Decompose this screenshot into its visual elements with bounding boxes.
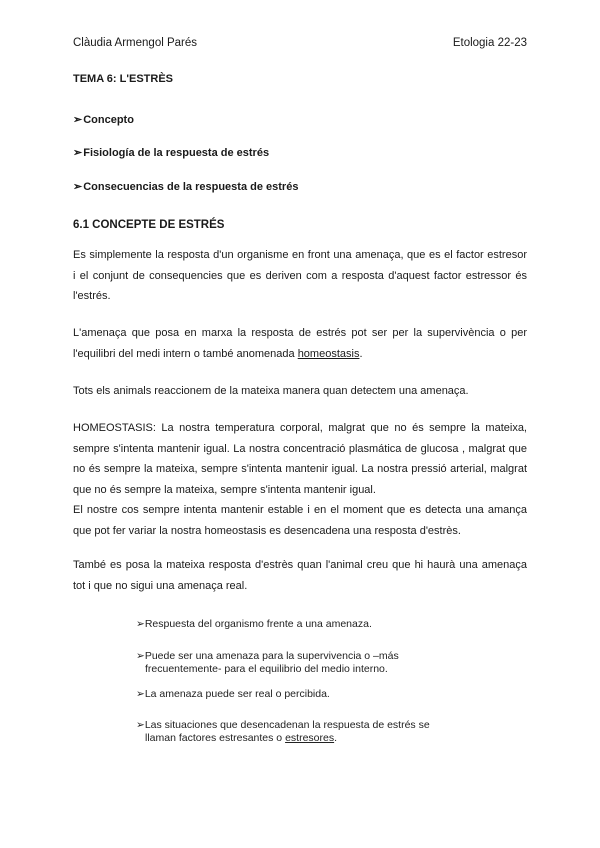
slide-bullet: ➢Puede ser una amenaza para la supervivencia o –más frecuentemente- para el equilibrio del medio interno.	[136, 650, 399, 675]
paragraph-amenaca: L'amenaça que posa en marxa la resposta de estrés pot ser per la supervivència o per l'equilibri del medi intern o també anomenada homeostasis.	[73, 327, 527, 360]
toc-item-fisiologia: ➢Fisiología de la respuesta de estrés	[73, 147, 270, 159]
header-course: Etologia 22-23	[452, 37, 527, 49]
section-title: 6.1 CONCEPTE DE ESTRÉS	[73, 219, 225, 231]
toc-item-consecuencias: ➢Consecuencias de la respuesta de estrés	[73, 181, 299, 193]
arrow-bullet-icon: ➢	[136, 650, 145, 662]
slide-bullet: ➢Respuesta del organismo frente a una amenaza.	[136, 618, 372, 630]
paragraph-percebuda: També es posa la mateixa resposta d'estrès quan l'animal creu que hi haurà una amenaça tot i que no sigui una amenaça real.	[73, 559, 527, 592]
paragraph-animals: Tots els animals reaccionem de la mateixa manera quan detectem una amenaça.	[73, 385, 469, 397]
page-title: TEMA 6: L'ESTRÈS	[73, 73, 173, 85]
estresores-link: estresores	[285, 732, 335, 744]
arrow-bullet-icon: ➢	[136, 618, 145, 630]
slide-bullet: ➢La amenaza puede ser real o percibida.	[136, 688, 330, 700]
arrow-bullet-icon: ➢	[136, 719, 145, 731]
paragraph-definition: Es simplemente la resposta d'un organisme en front una amenaça, que es el factor estresor i el conjunt de consequencies que es deriven com a resposta d'aquest factor estressor és l'estrés.	[73, 249, 527, 302]
arrow-bullet-icon: ➢	[73, 147, 83, 159]
arrow-bullet-icon: ➢	[73, 181, 83, 193]
paragraph-homeostasis: HOMEOSTASIS: La nostra temperatura corporal, malgrat que no és sempre la mateixa, sempre s'intenta mantenir igual. La nostra concentració plasmática de glucosa , malgrat que no és sempre la mateixa, sempre s'intenta mantenir igual. La nostra pressió arterial, malgrat que no és sempre la mateixa, sempre s'intenta mantenir igual. El nostre cos sempre intenta mantenir estable i en el moment que es detecta una amança que pot fer variar la nostra homeostasis es desencadena una resposta d'estrès.	[73, 422, 527, 537]
toc-item-concepto: ➢Concepto	[73, 114, 134, 126]
slide-bullet: ➢Las situaciones que desencadenan la respuesta de estrés se llaman factores estresantes o estresores.	[136, 719, 430, 744]
homeostasis-link: homeostasis	[297, 347, 360, 360]
header-author: Clàudia Armengol Parés	[73, 37, 198, 49]
arrow-bullet-icon: ➢	[136, 688, 145, 700]
arrow-bullet-icon: ➢	[73, 114, 83, 126]
